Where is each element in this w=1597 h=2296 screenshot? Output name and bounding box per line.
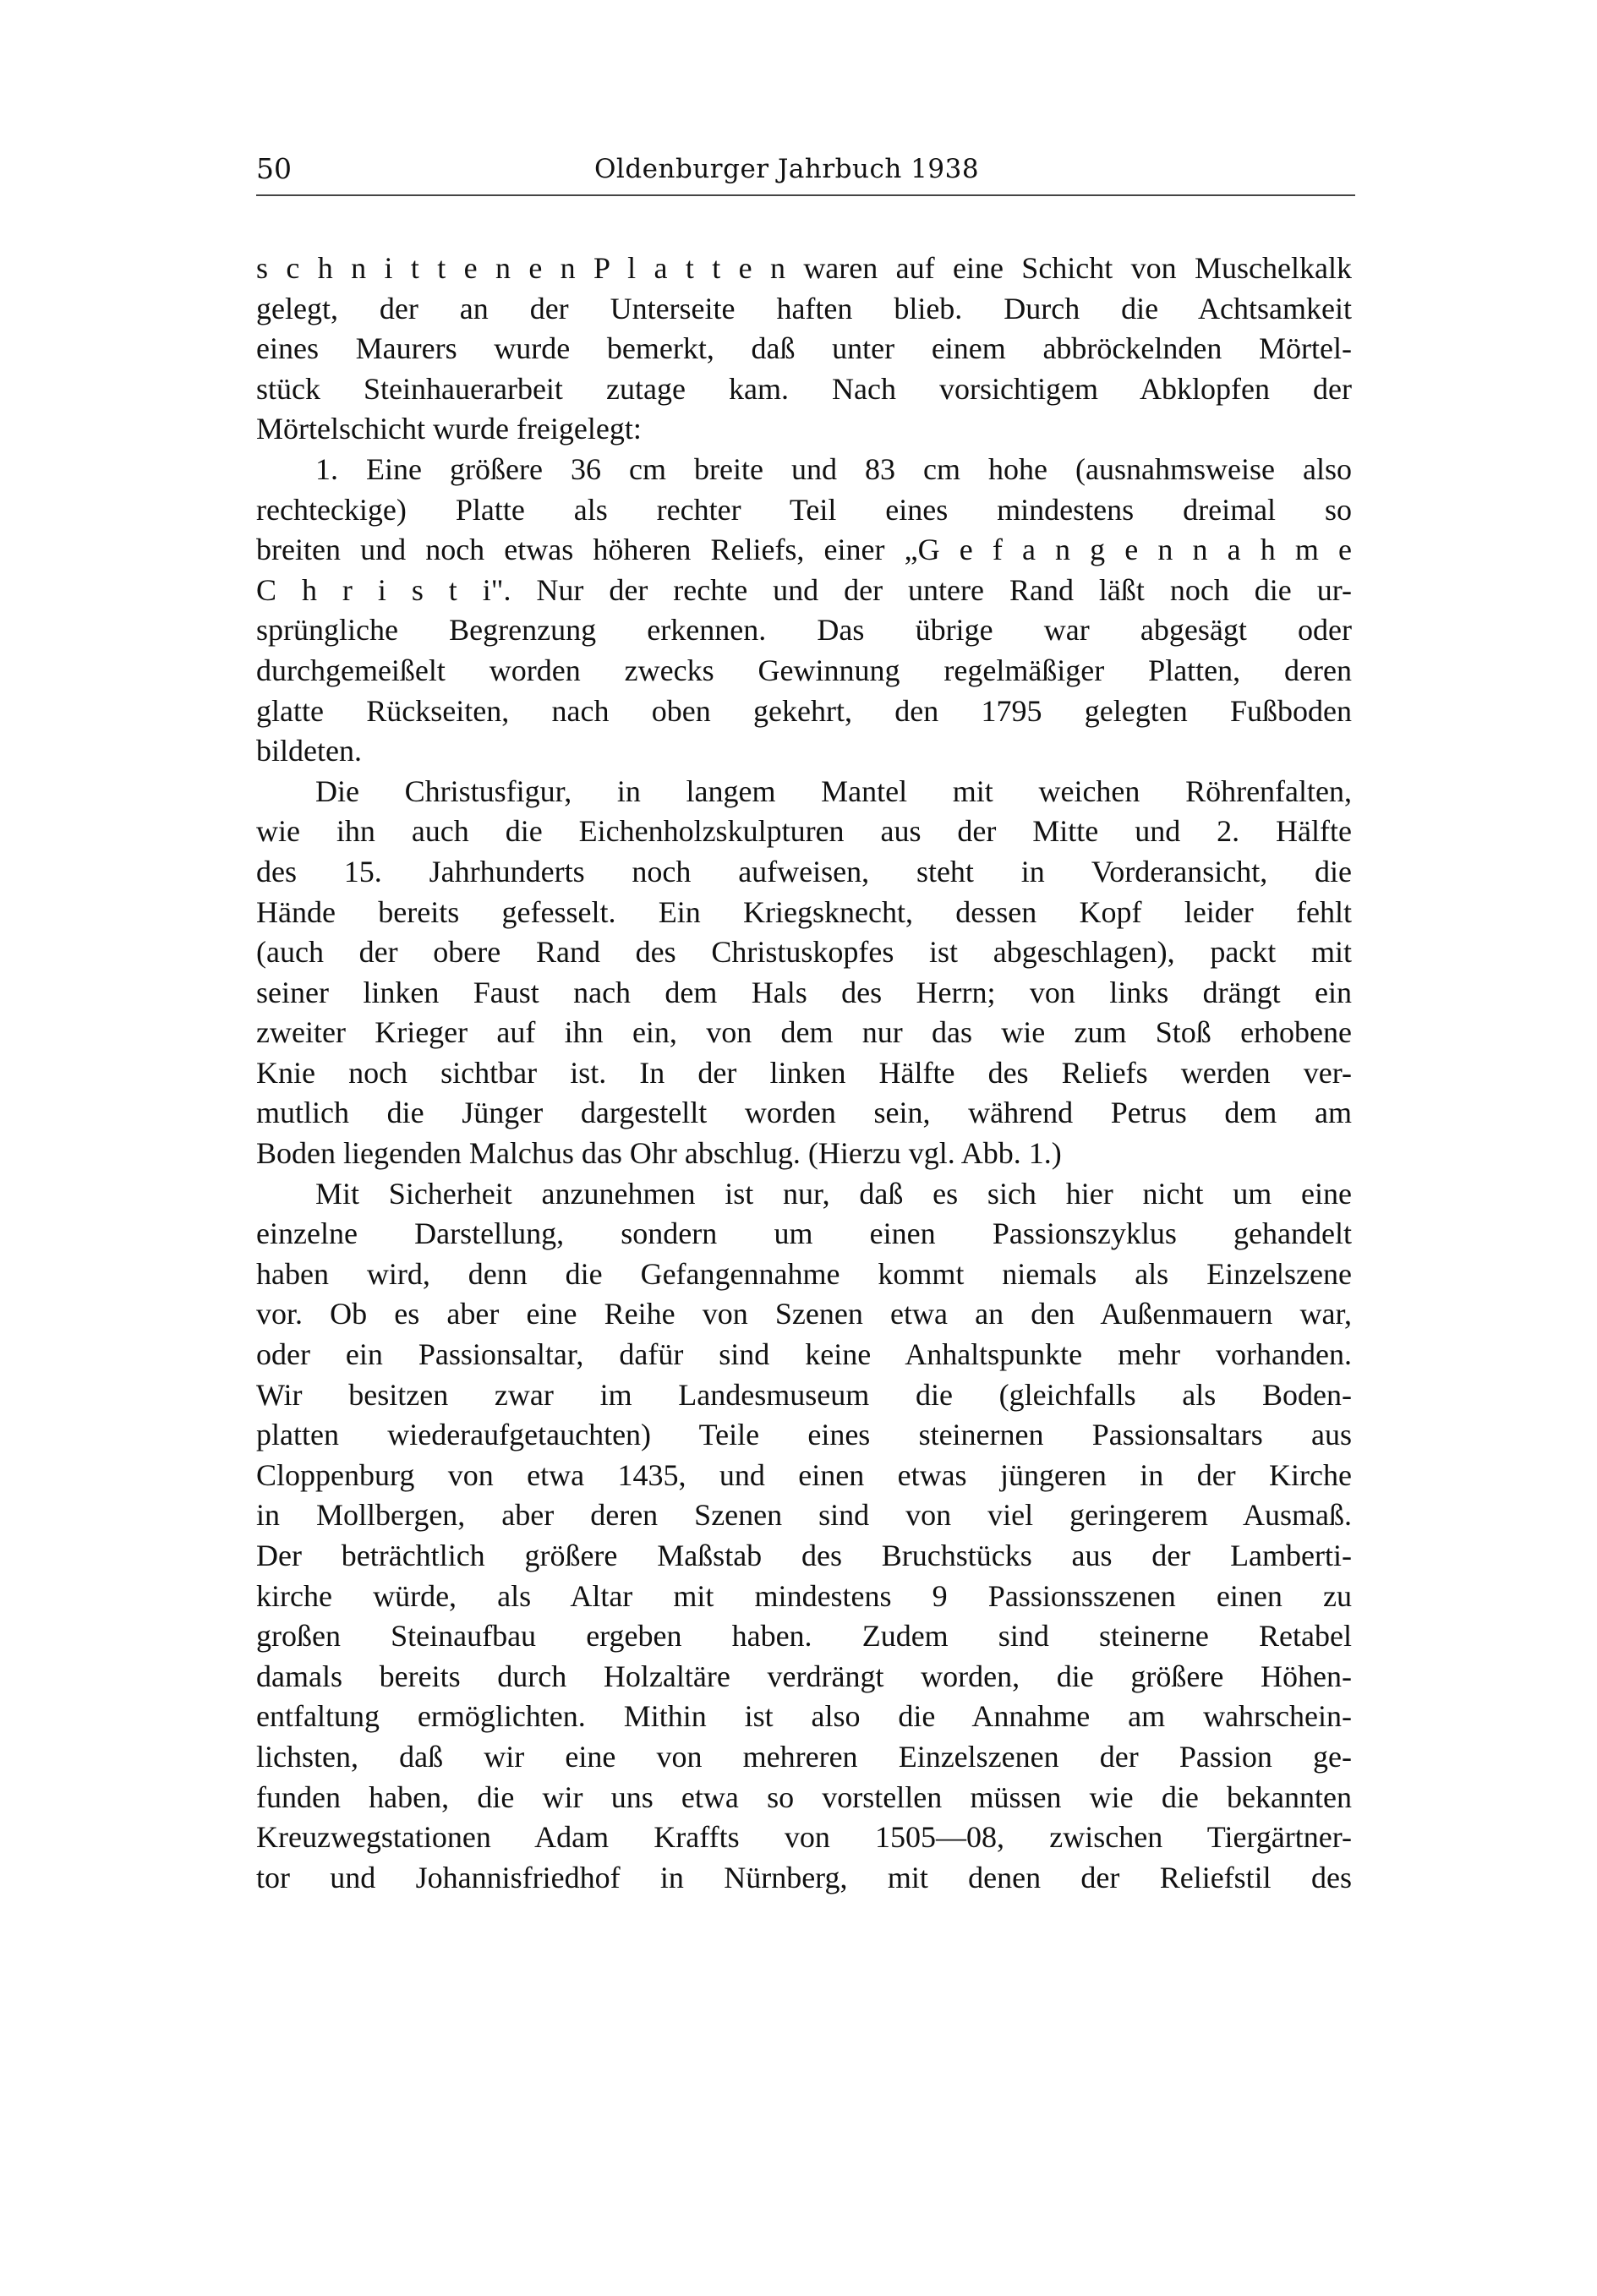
text-line: haben wird, denn die Gefangennahme kommt niemals als Einzelszene	[256, 1256, 1352, 1291]
text-line: durchgemeißelt worden zwecks Gewinnung regelmäßiger Platten, deren	[256, 653, 1352, 687]
running-title: Oldenburger Jahrbuch 1938	[594, 154, 980, 184]
text-line: mutlich die Jünger dargestellt worden sein, während Petrus dem am	[256, 1096, 1352, 1130]
text-line: tor und Johannisfriedhof in Nürnberg, mit denen der Reliefstil des	[256, 1860, 1352, 1894]
text-line: breiten und noch etwas höheren Reliefs, einer „G e f a n g e n n a h m e	[256, 533, 1352, 567]
text-line: damals bereits durch Holzaltäre verdrängt worden, die größere Höhen-	[256, 1659, 1352, 1693]
text-line: Kreuzwegstationen Adam Kraffts von 1505—08, zwischen Tiergärtner-	[256, 1820, 1352, 1855]
paragraph	[256, 772, 1352, 1174]
header-rule	[256, 194, 1355, 196]
text-line: sprüngliche Begrenzung erkennen. Das übrige war abgesägt oder	[256, 613, 1352, 648]
paragraph	[256, 450, 1352, 772]
text-line: des 15. Jahrhunderts noch aufweisen, steht in Vorderansicht, die	[256, 854, 1352, 888]
text-line: wie ihn auch die Eichenholzskulpturen aus der Mitte und 2. Hälfte	[256, 814, 1352, 849]
text-line: Cloppenburg von etwa 1435, und einen etwas jüngeren in der Kirche	[256, 1457, 1352, 1492]
text-line: (auch der obere Rand des Christuskopfes ist abgeschlagen), packt mit	[256, 935, 1352, 970]
text-line: C h r i s t i". Nur der rechte und der untere Rand läßt noch die ur-	[256, 572, 1352, 607]
paragraph	[256, 249, 1352, 450]
text-line: oder ein Passionsaltar, dafür sind keine Anhaltspunkte mehr vorhanden.	[256, 1337, 1352, 1372]
text-line: vor. Ob es aber eine Reihe von Szenen etwa an den Außenmauern war,	[256, 1297, 1352, 1331]
text-line: zweiter Krieger auf ihn ein, von dem nur das wie zum Stoß erhobene	[256, 1015, 1352, 1050]
text-line: stück Steinhauerarbeit zutage kam. Nach vorsichtigem Abklopfen der	[256, 371, 1352, 406]
body-text	[256, 249, 1352, 1898]
text-line: Mörtelschicht wurde freigelegt:	[256, 412, 642, 446]
text-line: platten wiederaufgetauchten) Teile eines steinernen Passionsaltars aus	[256, 1418, 1352, 1452]
page-number: 50	[256, 152, 292, 185]
text-line: Knie noch sichtbar ist. In der linken Hälfte des Reliefs werden ver-	[256, 1055, 1352, 1090]
text-line: Boden liegenden Malchus das Ohr abschlug. (Hierzu vgl. Abb. 1.)	[256, 1136, 1062, 1171]
text-line: gelegt, der an der Unterseite haften blieb. Durch die Achtsamkeit	[256, 291, 1352, 325]
text-line: glatte Rückseiten, nach oben gekehrt, den 1795 gelegten Fußboden	[256, 693, 1352, 728]
text-line: Hände bereits gefesselt. Ein Kriegsknecht, dessen Kopf leider fehlt	[256, 894, 1352, 929]
text-line: lichsten, daß wir eine von mehreren Einzelszenen der Passion ge-	[256, 1739, 1352, 1774]
text-line: eines Maurers wurde bemerkt, daß unter einem abbröckelnden Mörtel-	[256, 331, 1352, 366]
text-line: bildeten.	[256, 734, 362, 768]
text-line: seiner linken Faust nach dem Hals des Herrn; von links drängt ein	[256, 975, 1352, 1009]
paragraph	[256, 1174, 1352, 1899]
text-line: 1. Eine größere 36 cm breite und 83 cm hohe (ausnahmsweise also	[315, 451, 1352, 486]
text-line: in Mollbergen, aber deren Szenen sind von viel geringerem Ausmaß.	[256, 1498, 1352, 1533]
text-line: Wir besitzen zwar im Landesmuseum die (gleichfalls als Boden-	[256, 1377, 1352, 1412]
text-line: großen Steinaufbau ergeben haben. Zudem sind steinerne Retabel	[256, 1619, 1352, 1654]
text-line: Der beträchtlich größere Maßstab des Bruchstücks aus der Lamberti-	[256, 1539, 1352, 1572]
text-line: Mit Sicherheit anzunehmen ist nur, daß es sich hier nicht um eine	[315, 1176, 1352, 1211]
text-line: einzelne Darstellung, sondern um einen Passionszyklus gehandelt	[256, 1216, 1352, 1251]
text-line: Die Christusfigur, in langem Mantel mit weichen Röhrenfalten,	[315, 774, 1352, 808]
text-line: kirche würde, als Altar mit mindestens 9 Passionsszenen einen zu	[256, 1578, 1352, 1613]
text-line: rechteckige) Platte als rechter Teil eines mindestens dreimal so	[256, 492, 1352, 527]
text-line: funden haben, die wir uns etwa so vorstellen müssen wie die bekannten	[256, 1779, 1352, 1814]
text-line: s c h n i t t e n e n P l a t t e n waren auf eine Schicht von Muschelkalk	[256, 251, 1352, 285]
text-line: entfaltung ermöglichten. Mithin ist also die Annahme am wahrschein-	[256, 1699, 1352, 1734]
page-header	[256, 148, 1355, 190]
